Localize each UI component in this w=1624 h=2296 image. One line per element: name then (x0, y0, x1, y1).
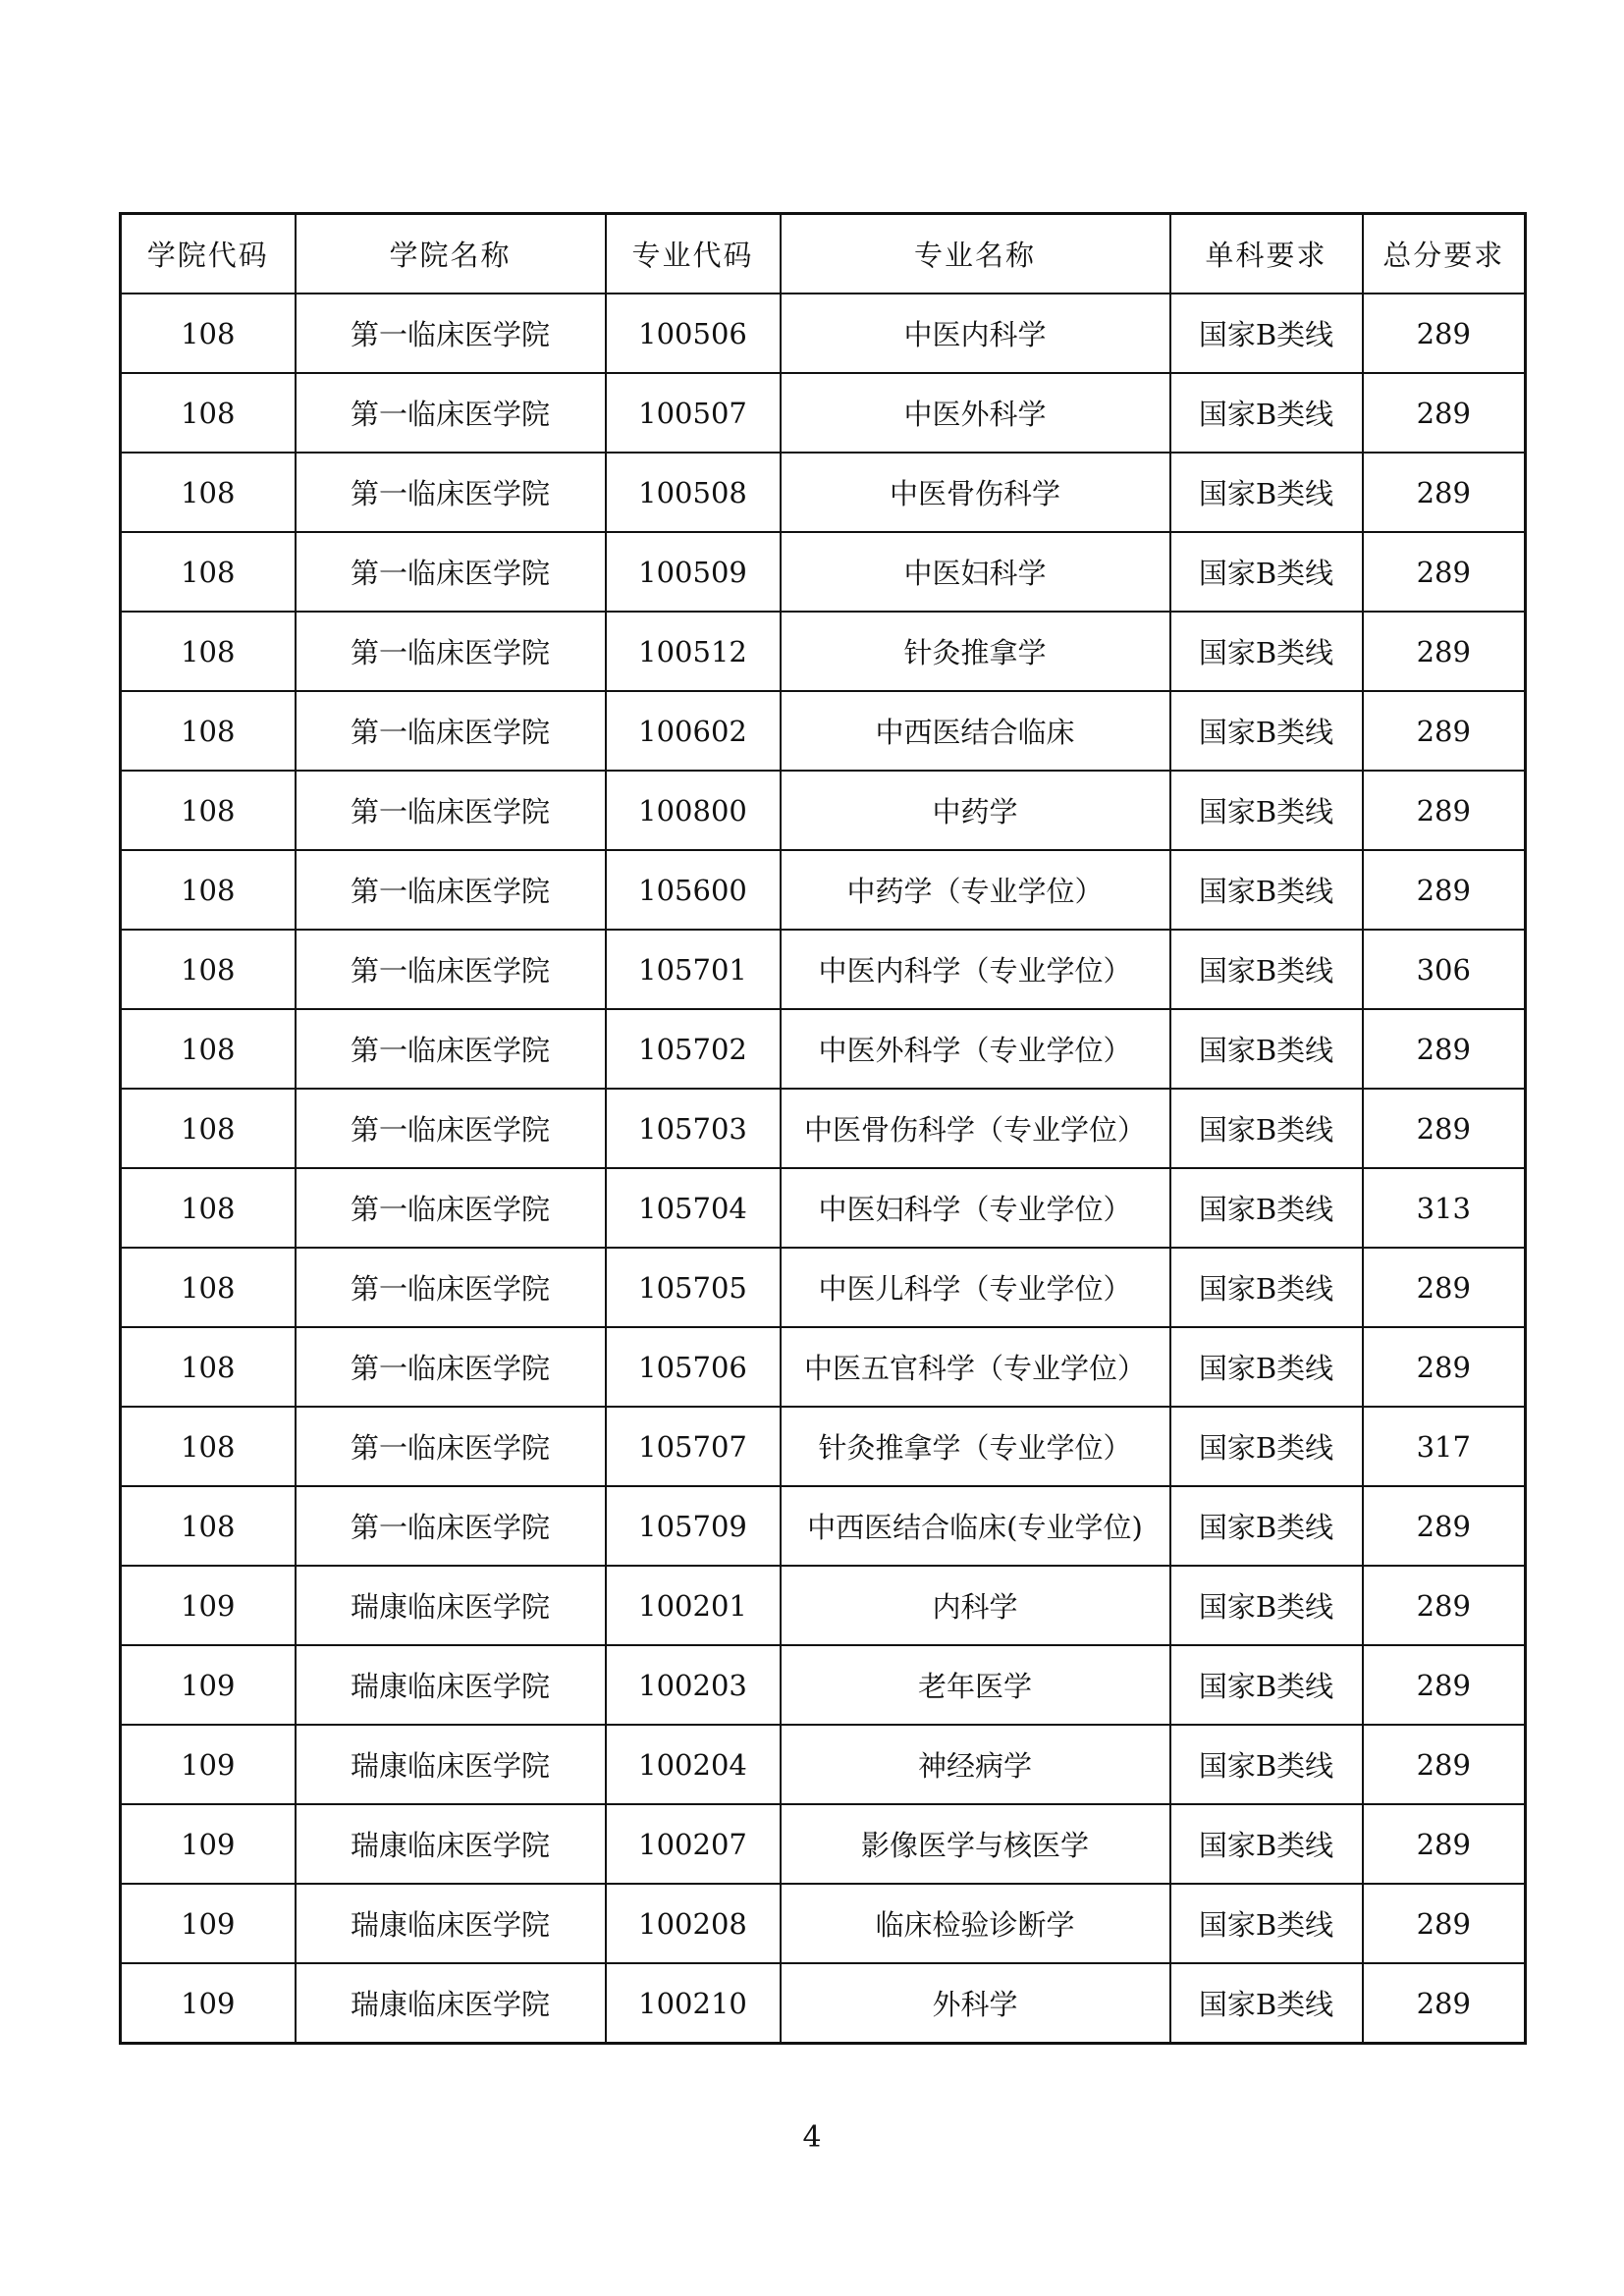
cell-major-code: 105704 (606, 1168, 781, 1248)
cell-total-score: 289 (1363, 1327, 1526, 1407)
cell-major-code: 100207 (606, 1804, 781, 1884)
cell-college-code: 108 (121, 1009, 296, 1089)
cell-total-score: 289 (1363, 1725, 1526, 1804)
table-row (121, 1486, 1526, 1566)
table-row (121, 1725, 1526, 1804)
cell-subject-requirement: 国家B类线 (1170, 453, 1363, 532)
cell-college-name: 第一临床医学院 (296, 850, 606, 930)
cell-total-score: 289 (1363, 453, 1526, 532)
table-row (121, 850, 1526, 930)
header-major-name: 专业名称 (781, 214, 1170, 294)
table-row (121, 1168, 1526, 1248)
cell-subject-requirement: 国家B类线 (1170, 1327, 1363, 1407)
table-row (121, 532, 1526, 612)
table-row (121, 1645, 1526, 1725)
admission-score-table (119, 212, 1527, 2045)
cell-major-code: 105600 (606, 850, 781, 930)
cell-major-code: 100509 (606, 532, 781, 612)
cell-major-code: 100506 (606, 294, 781, 373)
cell-college-code: 108 (121, 1168, 296, 1248)
cell-total-score: 289 (1363, 1566, 1526, 1645)
cell-college-code: 109 (121, 1963, 296, 2044)
table-row (121, 1089, 1526, 1168)
cell-major-name: 中西医结合临床 (781, 691, 1170, 771)
cell-major-name: 中医内科学（专业学位） (781, 930, 1170, 1009)
cell-subject-requirement: 国家B类线 (1170, 1009, 1363, 1089)
cell-college-name: 瑞康临床医学院 (296, 1963, 606, 2044)
header-subject-requirement: 单科要求 (1170, 214, 1363, 294)
cell-college-name: 第一临床医学院 (296, 1089, 606, 1168)
cell-major-name: 神经病学 (781, 1725, 1170, 1804)
cell-major-code: 105706 (606, 1327, 781, 1407)
table-row (121, 1327, 1526, 1407)
cell-college-code: 108 (121, 1248, 296, 1327)
cell-college-name: 第一临床医学院 (296, 1009, 606, 1089)
cell-major-code: 105701 (606, 930, 781, 1009)
cell-major-code: 100204 (606, 1725, 781, 1804)
cell-major-name: 临床检验诊断学 (781, 1884, 1170, 1963)
cell-college-code: 109 (121, 1804, 296, 1884)
cell-subject-requirement: 国家B类线 (1170, 691, 1363, 771)
cell-total-score: 317 (1363, 1407, 1526, 1486)
cell-college-name: 第一临床医学院 (296, 1407, 606, 1486)
cell-total-score: 289 (1363, 1009, 1526, 1089)
cell-total-score: 289 (1363, 1486, 1526, 1566)
cell-subject-requirement: 国家B类线 (1170, 1645, 1363, 1725)
cell-college-name: 第一临床医学院 (296, 294, 606, 373)
cell-subject-requirement: 国家B类线 (1170, 1884, 1363, 1963)
cell-major-name: 中医儿科学（专业学位） (781, 1248, 1170, 1327)
cell-subject-requirement: 国家B类线 (1170, 1725, 1363, 1804)
cell-college-name: 瑞康临床医学院 (296, 1884, 606, 1963)
cell-subject-requirement: 国家B类线 (1170, 294, 1363, 373)
cell-college-name: 瑞康临床医学院 (296, 1566, 606, 1645)
cell-college-code: 108 (121, 612, 296, 691)
cell-college-name: 第一临床医学院 (296, 1486, 606, 1566)
table-row (121, 294, 1526, 373)
cell-major-code: 100201 (606, 1566, 781, 1645)
cell-major-name: 针灸推拿学（专业学位） (781, 1407, 1170, 1486)
cell-subject-requirement: 国家B类线 (1170, 612, 1363, 691)
cell-major-code: 105702 (606, 1009, 781, 1089)
cell-subject-requirement: 国家B类线 (1170, 1248, 1363, 1327)
cell-college-name: 第一临床医学院 (296, 771, 606, 850)
header-college-code: 学院代码 (121, 214, 296, 294)
cell-major-name: 中医妇科学 (781, 532, 1170, 612)
table-row (121, 1566, 1526, 1645)
cell-subject-requirement: 国家B类线 (1170, 1486, 1363, 1566)
cell-major-name: 外科学 (781, 1963, 1170, 2044)
cell-college-code: 108 (121, 930, 296, 1009)
cell-major-code: 100512 (606, 612, 781, 691)
cell-total-score: 306 (1363, 930, 1526, 1009)
cell-college-name: 第一临床医学院 (296, 612, 606, 691)
cell-major-name: 中医骨伤科学（专业学位） (781, 1089, 1170, 1168)
cell-total-score: 289 (1363, 1645, 1526, 1725)
cell-total-score: 289 (1363, 612, 1526, 691)
header-total-score-requirement: 总分要求 (1363, 214, 1526, 294)
cell-subject-requirement: 国家B类线 (1170, 532, 1363, 612)
cell-college-code: 109 (121, 1884, 296, 1963)
cell-major-name: 内科学 (781, 1566, 1170, 1645)
cell-college-code: 108 (121, 373, 296, 453)
cell-college-name: 第一临床医学院 (296, 373, 606, 453)
cell-college-name: 第一临床医学院 (296, 1248, 606, 1327)
cell-college-code: 109 (121, 1645, 296, 1725)
cell-major-code: 100210 (606, 1963, 781, 2044)
cell-major-name: 中医内科学 (781, 294, 1170, 373)
cell-subject-requirement: 国家B类线 (1170, 373, 1363, 453)
cell-major-code: 105705 (606, 1248, 781, 1327)
cell-major-name: 中医五官科学（专业学位） (781, 1327, 1170, 1407)
cell-subject-requirement: 国家B类线 (1170, 850, 1363, 930)
cell-major-code: 105709 (606, 1486, 781, 1566)
cell-college-code: 109 (121, 1725, 296, 1804)
cell-subject-requirement: 国家B类线 (1170, 930, 1363, 1009)
cell-college-name: 第一临床医学院 (296, 532, 606, 612)
cell-total-score: 289 (1363, 1884, 1526, 1963)
table-header-row (121, 214, 1526, 294)
cell-major-name: 中西医结合临床(专业学位) (781, 1486, 1170, 1566)
cell-subject-requirement: 国家B类线 (1170, 771, 1363, 850)
table-row (121, 612, 1526, 691)
cell-major-code: 100602 (606, 691, 781, 771)
cell-major-name: 中医妇科学（专业学位） (781, 1168, 1170, 1248)
cell-total-score: 313 (1363, 1168, 1526, 1248)
table-row (121, 771, 1526, 850)
cell-total-score: 289 (1363, 771, 1526, 850)
table-row (121, 1963, 1526, 2044)
table-row (121, 691, 1526, 771)
cell-college-name: 瑞康临床医学院 (296, 1804, 606, 1884)
cell-college-code: 108 (121, 1089, 296, 1168)
cell-total-score: 289 (1363, 850, 1526, 930)
cell-major-name: 针灸推拿学 (781, 612, 1170, 691)
table-body (121, 294, 1526, 2044)
header-major-code: 专业代码 (606, 214, 781, 294)
cell-total-score: 289 (1363, 532, 1526, 612)
cell-college-code: 108 (121, 1327, 296, 1407)
cell-subject-requirement: 国家B类线 (1170, 1963, 1363, 2044)
table-row (121, 930, 1526, 1009)
cell-college-name: 瑞康临床医学院 (296, 1645, 606, 1725)
cell-major-code: 100507 (606, 373, 781, 453)
cell-major-name: 中药学（专业学位） (781, 850, 1170, 930)
table-row (121, 1407, 1526, 1486)
cell-college-code: 108 (121, 294, 296, 373)
cell-college-name: 第一临床医学院 (296, 930, 606, 1009)
cell-college-code: 109 (121, 1566, 296, 1645)
cell-total-score: 289 (1363, 1089, 1526, 1168)
cell-major-name: 中医外科学 (781, 373, 1170, 453)
cell-total-score: 289 (1363, 1804, 1526, 1884)
cell-major-code: 105707 (606, 1407, 781, 1486)
table-row (121, 1884, 1526, 1963)
cell-college-code: 108 (121, 453, 296, 532)
cell-subject-requirement: 国家B类线 (1170, 1407, 1363, 1486)
cell-major-code: 100208 (606, 1884, 781, 1963)
cell-total-score: 289 (1363, 294, 1526, 373)
page-number: 4 (802, 2120, 822, 2155)
cell-major-name: 中药学 (781, 771, 1170, 850)
cell-total-score: 289 (1363, 373, 1526, 453)
cell-subject-requirement: 国家B类线 (1170, 1804, 1363, 1884)
cell-subject-requirement: 国家B类线 (1170, 1168, 1363, 1248)
cell-subject-requirement: 国家B类线 (1170, 1566, 1363, 1645)
cell-college-code: 108 (121, 771, 296, 850)
cell-college-name: 瑞康临床医学院 (296, 1725, 606, 1804)
cell-major-code: 105703 (606, 1089, 781, 1168)
cell-major-name: 老年医学 (781, 1645, 1170, 1725)
cell-major-name: 中医外科学（专业学位） (781, 1009, 1170, 1089)
cell-college-code: 108 (121, 1407, 296, 1486)
header-college-name: 学院名称 (296, 214, 606, 294)
cell-total-score: 289 (1363, 691, 1526, 771)
cell-total-score: 289 (1363, 1248, 1526, 1327)
cell-college-code: 108 (121, 532, 296, 612)
table-row (121, 373, 1526, 453)
cell-major-name: 影像医学与核医学 (781, 1804, 1170, 1884)
cell-subject-requirement: 国家B类线 (1170, 1089, 1363, 1168)
cell-major-code: 100800 (606, 771, 781, 850)
cell-college-name: 第一临床医学院 (296, 1327, 606, 1407)
table-row (121, 1248, 1526, 1327)
table-row (121, 1009, 1526, 1089)
cell-college-code: 108 (121, 1486, 296, 1566)
cell-major-code: 100508 (606, 453, 781, 532)
cell-college-code: 108 (121, 850, 296, 930)
table-row (121, 453, 1526, 532)
cell-college-name: 第一临床医学院 (296, 691, 606, 771)
cell-total-score: 289 (1363, 1963, 1526, 2044)
cell-major-code: 100203 (606, 1645, 781, 1725)
cell-major-name: 中医骨伤科学 (781, 453, 1170, 532)
cell-college-name: 第一临床医学院 (296, 453, 606, 532)
table-row (121, 1804, 1526, 1884)
cell-college-code: 108 (121, 691, 296, 771)
cell-college-name: 第一临床医学院 (296, 1168, 606, 1248)
